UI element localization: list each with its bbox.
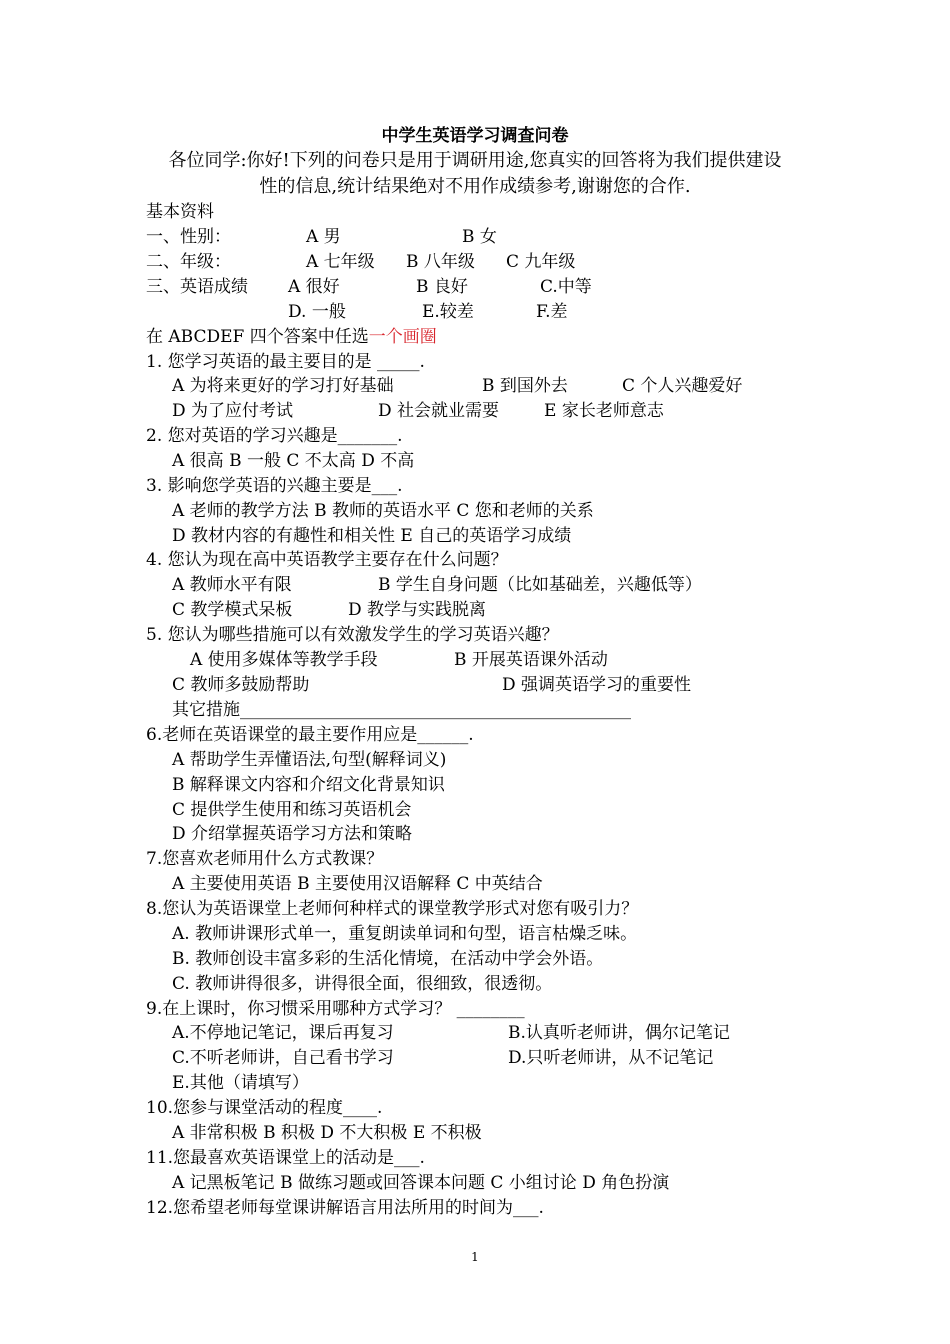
page-title: 中学生英语学习调查问卷: [381, 126, 569, 146]
q5-option-d: D 强调英语学习的重要性: [502, 675, 692, 695]
grade-label: 二、年级：: [146, 252, 231, 272]
question-12: 12.您希望老师每堂课讲解语言用法所用的时间为___.: [146, 1198, 544, 1218]
q8-option-c: C. 教师讲得很多，讲得很全面，很细致，很透彻。: [172, 974, 553, 994]
question-9: 9.在上课时，你习惯采用哪种方式学习？ ________: [146, 999, 525, 1019]
intro-line-2: 性的信息,统计结果绝对不用作成绩参考,谢谢您的合作.: [259, 176, 691, 197]
basic-heading: 基本资料: [146, 202, 214, 222]
q9-option-d: D.只听老师讲，从不记笔记: [508, 1048, 714, 1068]
q6-option-a: A 帮助学生弄懂语法,句型(解释词义): [172, 750, 447, 770]
score-option-a: A 很好: [288, 277, 340, 297]
q5-option-c: C 教师多鼓励帮助: [172, 675, 310, 695]
q6-option-c: C 提供学生使用和练习英语机会: [172, 800, 412, 820]
grade-option-a: A 七年级: [306, 252, 375, 272]
question-2: 2. 您对英语的学习兴趣是_______.: [146, 426, 403, 446]
q5-other-measures: 其它措施______________________________________________: [172, 700, 631, 720]
q8-option-b: B. 教师创设丰富多彩的生活化情境，在活动中学会外语。: [172, 949, 604, 969]
q5-option-b: B 开展英语课外活动: [454, 650, 608, 670]
q1-option-d: D 为了应付考试: [172, 401, 294, 421]
q1-option-b: B 到国外去: [482, 376, 568, 396]
instruction-highlight: 一个画圈: [368, 327, 437, 347]
q9-option-a: A.不停地记笔记，课后再复习: [172, 1023, 394, 1043]
grade-option-c: C 九年级: [506, 252, 576, 272]
instruction: [146, 327, 437, 347]
score-option-b: B 良好: [416, 277, 468, 297]
q9-option-b: B.认真听老师讲，偶尔记笔记: [508, 1023, 730, 1043]
q1-option-f: E 家长老师意志: [544, 401, 664, 421]
question-10: 10.您参与课堂活动的程度____.: [146, 1098, 383, 1118]
grade-option-b: B 八年级: [406, 252, 475, 272]
question-8: 8.您认为英语课堂上老师何种样式的课堂教学形式对您有吸引力？: [146, 899, 639, 919]
gender-option-b: B 女: [462, 227, 497, 247]
question-11: 11.您最喜欢英语课堂上的活动是___.: [146, 1148, 425, 1168]
q4-option-a: A 教师水平有限: [172, 575, 292, 595]
q1-option-e: D 社会就业需要: [378, 401, 500, 421]
intro-line-1: 各位同学:你好!下列的问卷只是用于调研用途,您真实的回答将为我们提供建设: [168, 150, 782, 171]
q3-options-line-2: D 教材内容的有趣性和相关性 E 自己的英语学习成绩: [172, 526, 572, 546]
gender-option-a: A 男: [306, 227, 341, 247]
q9-option-c: C.不听老师讲，自己看书学习: [172, 1048, 394, 1068]
q4-option-b: B 学生自身问题（比如基础差，兴趣低等）: [378, 575, 702, 595]
question-5: 5. 您认为哪些措施可以有效激发学生的学习英语兴趣？: [146, 625, 559, 645]
score-option-e: E.较差: [422, 302, 474, 322]
question-4: 4. 您认为现在高中英语教学主要存在什么问题？: [146, 550, 508, 570]
score-label: 三、英语成绩: [146, 277, 248, 297]
q2-options: A 很高 B 一般 C 不太高 D 不高: [172, 451, 415, 471]
q8-option-a: A. 教师讲课形式单一，重复朗读单词和句型，语言枯燥乏味。: [172, 924, 638, 944]
q10-options: A 非常积极 B 积极 D 不大积极 E 不积极: [172, 1123, 482, 1143]
q11-options: A 记黑板笔记 B 做练习题或回答课本问题 C 小组讨论 D 角色扮演: [172, 1173, 670, 1193]
score-option-f: F.差: [536, 302, 568, 322]
q5-option-a: A 使用多媒体等教学手段: [190, 650, 378, 670]
question-3: 3. 影响您学英语的兴趣主要是___.: [146, 476, 403, 496]
question-6: 6.老师在英语课堂的最主要作用应是______.: [146, 725, 474, 745]
page-number: 1: [471, 1250, 479, 1264]
gender-label: 一、性别：: [146, 227, 231, 247]
q4-option-d: D 教学与实践脱离: [348, 600, 487, 620]
q4-option-c: C 教学模式呆板: [172, 600, 293, 620]
q1-option-a: A 为将来更好的学习打好基础: [172, 376, 394, 396]
q7-options: A 主要使用英语 B 主要使用汉语解释 C 中英结合: [172, 874, 543, 894]
q3-options-line-1: A 老师的教学方法 B 教师的英语水平 C 您和老师的关系: [172, 501, 594, 521]
score-option-c: C.中等: [540, 277, 592, 297]
q6-option-b: B 解释课文内容和介绍文化背景知识: [172, 775, 445, 795]
score-option-d: D. 一般: [288, 302, 346, 322]
q9-option-e: E.其他（请填写）: [172, 1073, 309, 1093]
question-7: 7.您喜欢老师用什么方式教课？: [146, 849, 384, 869]
question-1: 1. 您学习英语的最主要目的是 _____.: [146, 352, 425, 372]
q6-option-d: D 介绍掌握英语学习方法和策略: [172, 824, 413, 844]
instruction-text: 在 ABCDEF 四个答案中任选: [146, 327, 369, 347]
q1-option-c: C 个人兴趣爱好: [622, 376, 743, 396]
